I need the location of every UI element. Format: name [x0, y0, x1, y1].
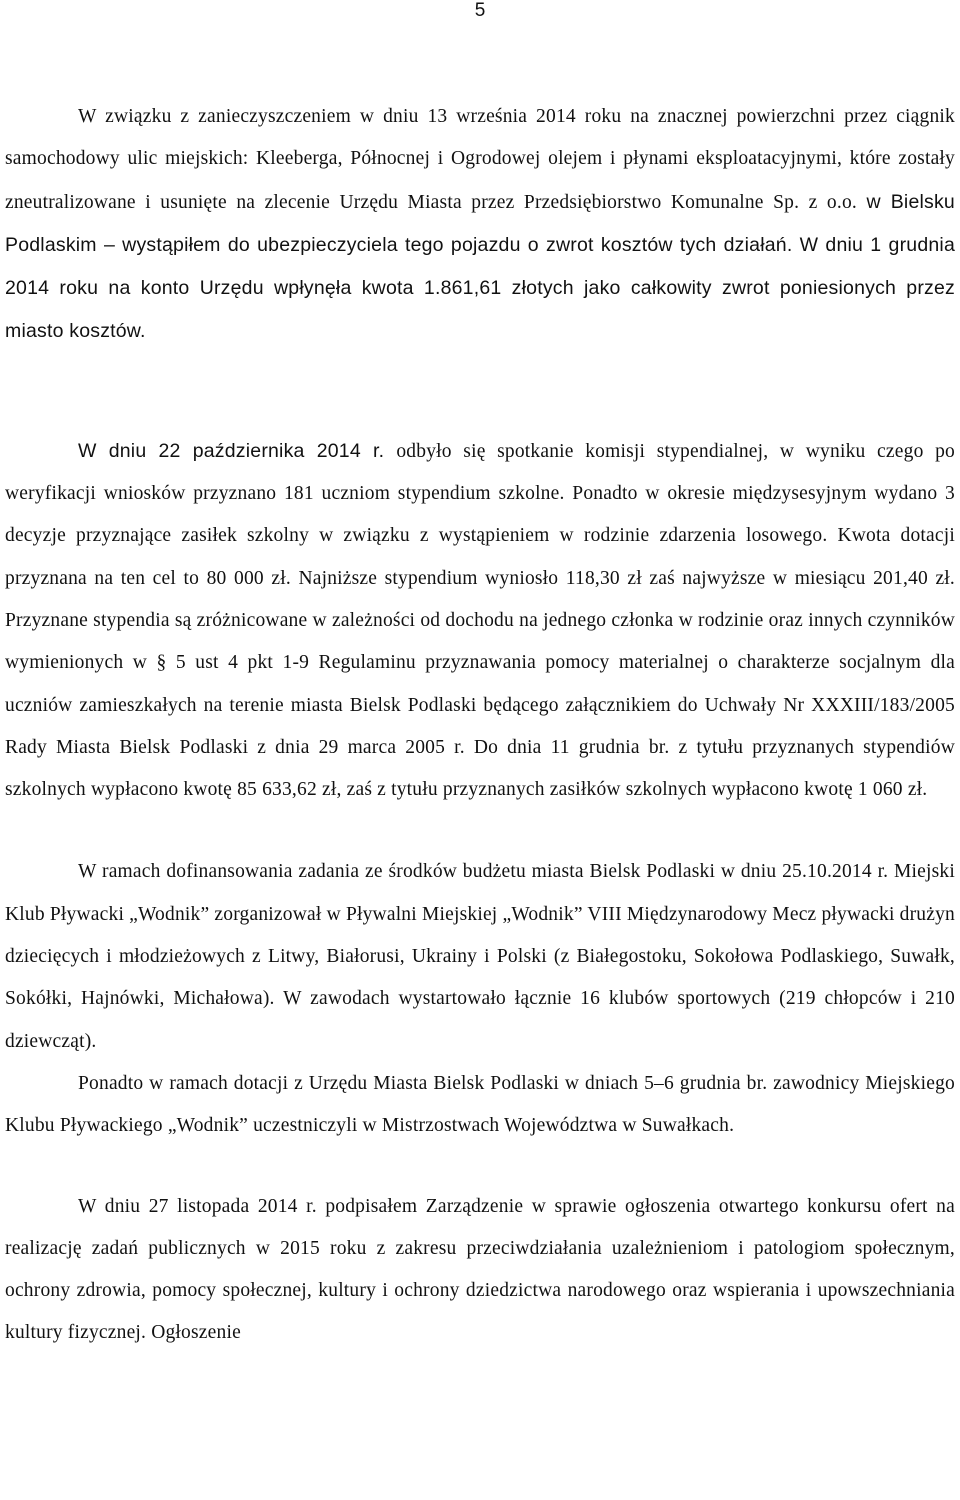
paragraph-voivodeship-championship	[5, 1063, 955, 1148]
document-body	[5, 96, 955, 1355]
page-number: 5	[474, 0, 486, 21]
paragraph-text: odbyło się spotkanie komisji stypendialnej, w wyniku czego po weryfikacji wniosków przyznano 181 uczniom stypendium szkolne. Ponadto w okresie międzysesyjnym wydano 3 decyzje przyznające zasiłek szkolny w związku z wystąpieniem w rodzinie zdarzenia losowego. Kwota dotacji przyznana na ten cel to 80 000 zł. Najniższe stypendium wyniosło 118,30 zł zaś najwyższe w miesiącu 201,40 zł. Przyznane stypendia są zróżnicowane w zależności od dochodu na jednego członka w rodzinie oraz innych czynników wymienionych w § 5 ust 4 pkt 1-9 Regulaminu przyznawania pomocy materialnej o charakterze socjalnym dla uczniów zamieszkałych na terenie miasta Bielsk Podlaski będącego załącznikiem do Uchwały Nr XXXIII/183/2005 Rady Miasta Bielsk Podlaski z dnia 29 marca 2005 r. Do dnia 11 grudnia br. z tytułu przyznanych stypendiów szkolnych wypłacono kwotę 85 633,62 zł, zaś z tytułu przyznanych zasiłków szkolnych wypłacono kwotę 1 060 zł.	[5, 440, 955, 801]
paragraph-text: W dniu 22 października 2014 r.	[78, 439, 397, 462]
paragraph-text: W ramach dofinansowania zadania ze środków budżetu miasta Bielsk Podlaski w dniu 25.10.2014 r. Miejski Klub Pływacki „Wodnik” zorganizował w Pływalni Miejskiej „Wodnik” VIII Międzynarodowy Mecz pływacki drużyn dziecięcych i młodzieżowych z Litwy, Białorusi, Ukrainy i Polski (z Białegostoku, Sokołowa Podlaskiego, Suwałk, Sokółki, Hajnówki, Michałowa). W zawodach wystartowało łącznie 16 klubów sportowych (219 chłopców i 210 dziewcząt).	[5, 861, 955, 1052]
paragraph-scholarship-committee	[5, 430, 955, 812]
paragraph-swimming-match	[5, 851, 955, 1062]
paragraph-text: W dniu 27 listopada 2014 r. podpisałem Zarządzenie w sprawie ogłoszenia otwartego konkursu ofert na realizację zadań publicznych w 2015 roku z zakresu przeciwdziałania uzależnieniom i patologiom społecznym, ochrony zdrowia, pomocy społecznej, kultury i ochrony dziedzictwa narodowego oraz wspierania i upowszechniania kultury fizycznej. Ogłoszenie	[5, 1195, 955, 1344]
paragraph-pollution-cleanup	[5, 96, 955, 354]
paragraph-text: w Bielsku Podlaskim – wystąpiłem do ubezpieczyciela tego pojazdu o zwrot kosztów tych działań. W dniu 1 grudnia 2014 roku na konto Urzędu wpłynęła kwota 1.861,61 złotych jako całkowity zwrot poniesionych przez miasto kosztów.	[5, 190, 955, 343]
paragraph-competition-announcement	[5, 1186, 955, 1355]
paragraph-text: W związku z zanieczyszczeniem w dniu 13 września 2014 roku na znacznej powierzchni przez ciągnik samochodowy ulic miejskich: Kleeberga, Północnej i Ogrodowej olejem i płynami eksploatacyjnymi, które zostały zneutralizowane i usunięte na zlecenie Urzędu Miasta przez Przedsiębiorstwo Komunalne Sp. z o.o.	[5, 106, 955, 213]
paragraph-text: Ponadto w ramach dotacji z Urzędu Miasta Bielsk Podlaski w dniach 5–6 grudnia br. zawodnicy Miejskiego Klubu Pływackiego „Wodnik” uczestniczyli w Mistrzostwach Województwa w Suwałkach.	[5, 1072, 955, 1137]
